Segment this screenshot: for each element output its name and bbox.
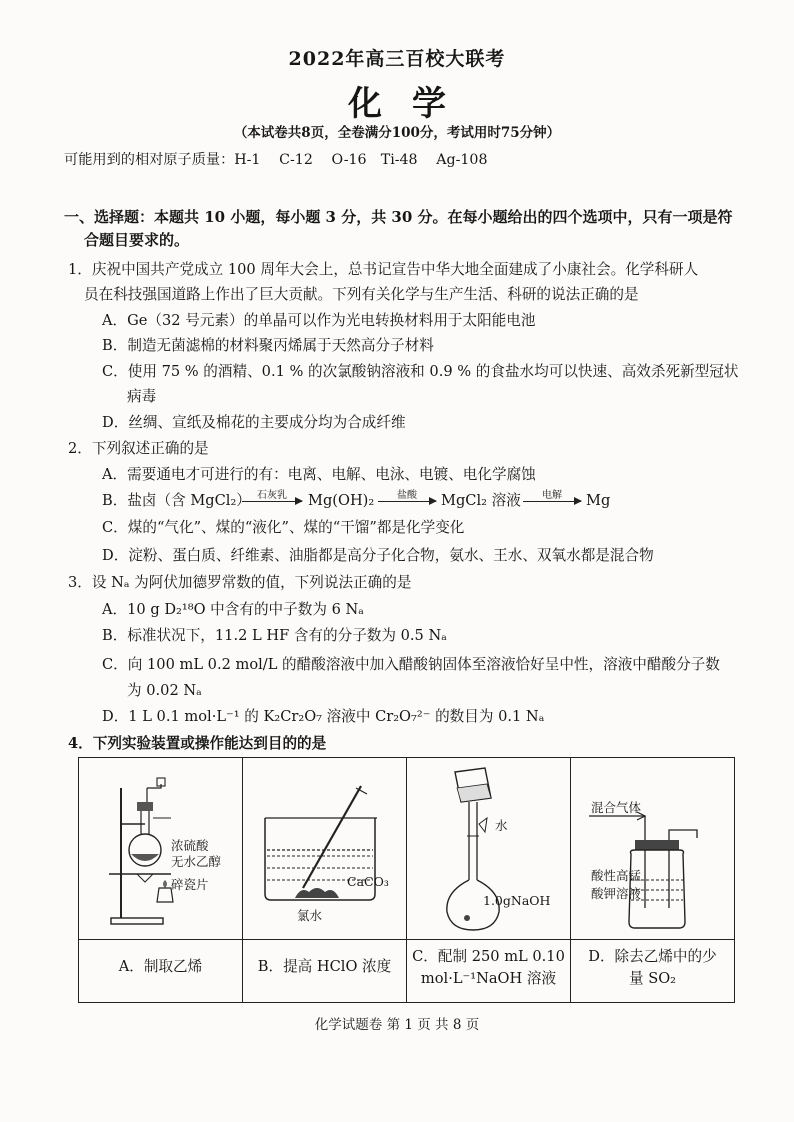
exam-info: （本试卷共8页，全卷满分100分，考试用时75分钟） [233,125,561,141]
q4-apparatus-table [78,757,735,1003]
q2-b-product-2: MgCl₂ 溶液 [441,492,521,509]
q3-option-d: D．1 L 0.1 mol·L⁻¹ 的 K₂Cr₂O₇ 溶液中 Cr₂O₇²⁻ 的数目为 0.1 Nₐ [102,708,545,725]
reaction-arrow [378,501,436,502]
q1-option-b: B．制造无菌滤棉的材料聚丙烯属于天然高分子材料 [102,337,434,354]
label-acidic-kmno4-2: 酸钾溶液 [591,886,642,901]
gas-washing-bottle-figure [571,758,741,939]
q2-option-c: C．煤的“气化”、煤的“液化”、煤的“干馏”都是化学变化 [102,519,465,536]
q4-option-b [243,940,407,1003]
q2-b-reagent-1: 石灰乳 [257,490,287,501]
figure-a-cell [79,758,243,940]
q4-option-d-line2: 量 SO₂ [628,970,677,987]
q3-stem: 3．设 Nₐ 为阿伏加德罗常数的值，下列说法正确的是 [68,574,412,591]
label-absolute-ethanol: 无水乙醇 [171,854,222,869]
page-footer: 化学试题卷 第 1 页 共 8 页 [314,1017,480,1033]
q2-b-product-3: Mg [586,492,611,509]
subject-title: 化学 [348,84,476,124]
atomic-masses: 可能用到的相对原子质量：H-1 C-12 O-16 Ti-48 Ag-108 [64,152,488,168]
label-naoh-mass: 1.0gNaOH [483,893,551,908]
q1-option-d: D．丝绸、宣纸及棉花的主要成分均为合成纤维 [102,414,406,431]
q2-option-a: A．需要通电才可进行的有：电离、电解、电泳、电镀、电化学腐蚀 [102,466,536,483]
label-water: 水 [495,818,508,833]
label-conc-sulfuric-acid: 浓硫酸 [171,838,209,853]
q2-b-product-1: Mg(OH)₂ [308,492,375,509]
q1-option-c: C．使用 75 % 的酒精、0.1 % 的次氯酸钠溶液和 0.9 % 的食盐水均可以快速、高效杀死新型冠状 [102,363,739,380]
q4-option-d [571,940,735,1003]
beaker-figure [243,758,403,939]
q4-option-a [79,940,243,1003]
ethylene-apparatus-figure [79,758,244,939]
figure-c-cell [407,758,571,940]
figure-b-cell [243,758,407,940]
q3-option-a: A．10 g D₂¹⁸O 中含有的中子数为 6 Nₐ [102,601,364,618]
q4-option-d-line1: D．除去乙烯中的少 [588,948,717,965]
q4-option-b-text: B．提高 HClO 浓度 [257,958,392,975]
label-mixed-gas: 混合气体 [591,800,642,815]
section-title: 一、选择题：本题共 10 小题，每小题 3 分，共 30 分。在每小题给出的四个选项中，只有一项是符 [64,208,733,226]
q4-option-c [407,940,571,1003]
q1-stem: 1．庆祝中国共产党成立 100 周年大会上，总书记宣告中华大地全面建成了小康社会。化学科研人 [68,261,699,278]
label-caco3: CaCO₃ [347,874,389,889]
q2-b-start: B．盐卤（含 MgCl₂） [102,492,251,509]
section-title-cont: 合题目要求的。 [84,231,190,249]
label-acidic-kmno4-1: 酸性高锰 [591,868,642,883]
figure-d-cell [571,758,735,940]
q4-option-a-text: A．制取乙烯 [118,958,203,975]
exam-title: 2022年高三百校大联考 [288,48,506,70]
q2-option-d: D．淀粉、蛋白质、纤维素、油脂都是高分子化合物，氨水、王水、双氧水都是混合物 [102,547,654,564]
q4-stem: 4．下列实验装置或操作能达到目的的是 [68,735,327,752]
q2-b-reagent-3: 电解 [542,490,562,501]
q4-option-c-line1: C．配制 250 mL 0.10 [412,948,565,965]
label-chlorine-water: 氯水 [297,908,323,923]
reaction-arrow [242,501,302,502]
q3-option-c: C．向 100 mL 0.2 mol/L 的醋酸溶液中加入醋酸钠固体至溶液恰好呈中性，溶液中醋酸分子数 [102,656,720,673]
q3-option-b: B．标准状况下，11.2 L HF 含有的分子数为 0.5 Nₐ [102,627,447,644]
reaction-arrow [523,501,581,502]
q4-option-c-line2: mol·L⁻¹NaOH 溶液 [420,970,557,987]
q2-stem: 2．下列叙述正确的是 [68,440,209,457]
q2-b-reagent-2: 盐酸 [397,490,417,501]
label-porcelain-chips: 碎瓷片 [171,877,209,892]
q1-option-c-cont: 病毒 [127,388,157,405]
volumetric-flask-figure [407,758,569,939]
q3-option-c-cont: 为 0.02 Nₐ [127,682,202,699]
q1-stem-cont: 员在科技强国道路上作出了巨大贡献。下列有关化学与生产生活、科研的说法正确的是 [84,286,639,303]
q1-option-a: A．Ge（32 号元素）的单晶可以作为光电转换材料用于太阳能电池 [102,312,536,329]
